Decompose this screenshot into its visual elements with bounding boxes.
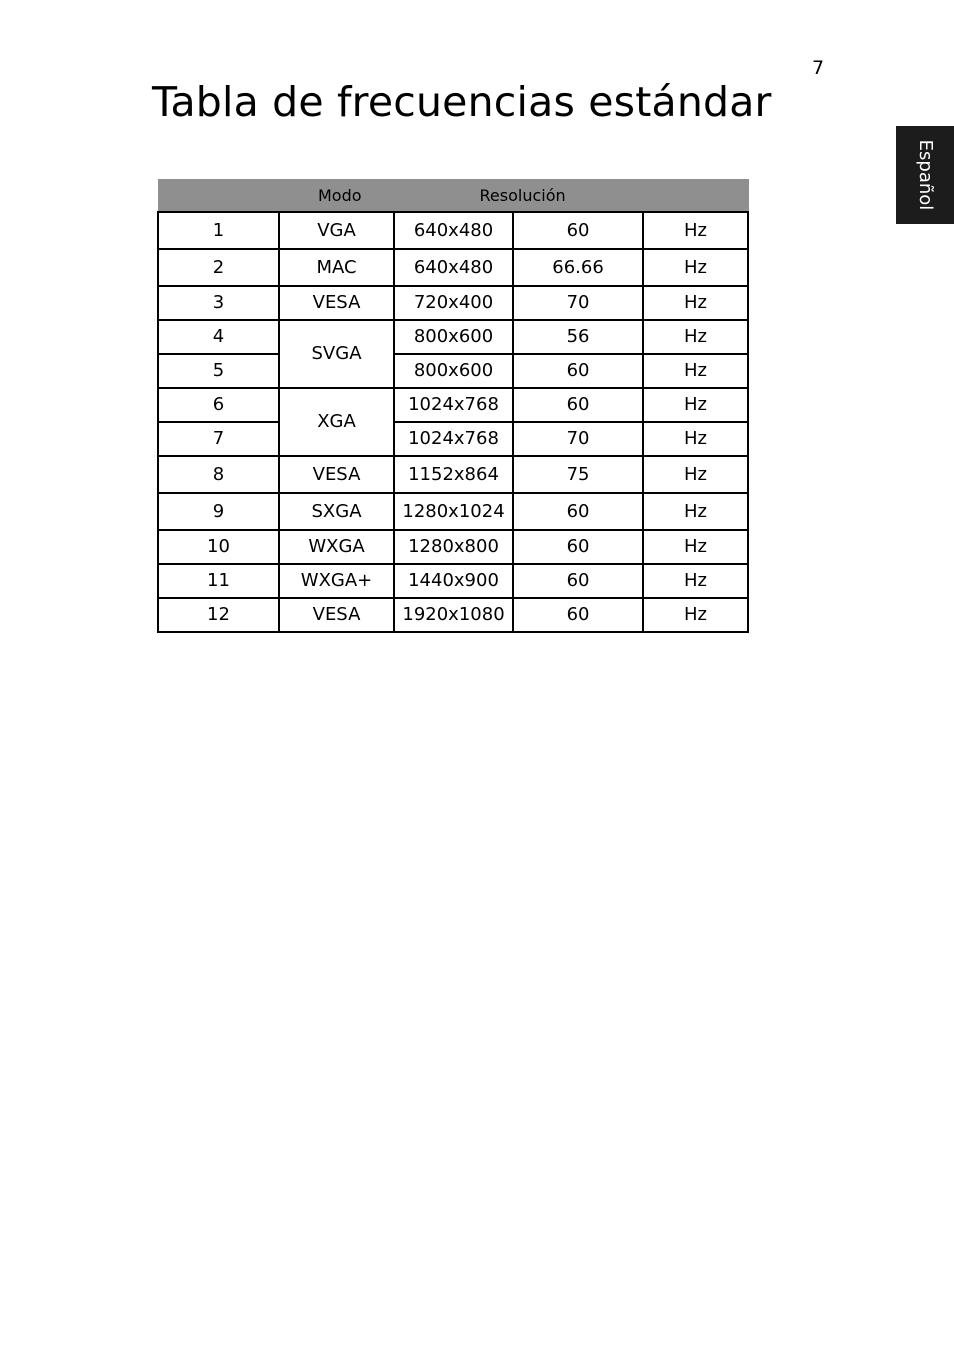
table-row [158, 456, 748, 493]
row-unit: Hz [643, 388, 748, 422]
row-number: 1 [158, 212, 279, 249]
page-title: Tabla de frecuencias estándar [152, 78, 772, 126]
table-row [158, 422, 748, 456]
row-unit: Hz [643, 286, 748, 320]
table-row [158, 598, 748, 632]
row-mode: VESA [279, 456, 394, 493]
row-resolution: 1024x768 [394, 422, 513, 456]
row-number: 2 [158, 249, 279, 286]
row-resolution: 1440x900 [394, 564, 513, 598]
language-tab-label: Español [915, 139, 936, 211]
row-number: 3 [158, 286, 279, 320]
row-frequency: 60 [513, 598, 643, 632]
row-mode: VESA [279, 286, 394, 320]
row-frequency: 56 [513, 320, 643, 354]
row-mode: MAC [279, 249, 394, 286]
row-unit: Hz [643, 493, 748, 530]
row-unit: Hz [643, 212, 748, 249]
row-number: 11 [158, 564, 279, 598]
row-mode: VGA [279, 212, 394, 249]
table-header-row [158, 180, 748, 213]
page-number: 7 [812, 57, 825, 79]
row-resolution: 1024x768 [394, 388, 513, 422]
row-number: 5 [158, 354, 279, 388]
row-frequency: 60 [513, 564, 643, 598]
row-resolution: 1152x864 [394, 456, 513, 493]
row-resolution: 1920x1080 [394, 598, 513, 632]
row-number: 6 [158, 388, 279, 422]
row-frequency: 70 [513, 422, 643, 456]
row-resolution: 640x480 [394, 212, 513, 249]
row-mode: SVGA [279, 320, 394, 388]
row-unit: Hz [643, 456, 748, 493]
row-resolution: 640x480 [394, 249, 513, 286]
table-row [158, 249, 748, 286]
row-mode: WXGA+ [279, 564, 394, 598]
table-row [158, 388, 748, 422]
header-resolution: Resolución [394, 180, 748, 213]
row-frequency: 60 [513, 212, 643, 249]
row-resolution: 1280x1024 [394, 493, 513, 530]
frequency-table [157, 179, 749, 633]
header-mode: Modo [158, 180, 394, 213]
row-unit: Hz [643, 354, 748, 388]
row-resolution: 800x600 [394, 354, 513, 388]
row-number: 9 [158, 493, 279, 530]
row-frequency: 60 [513, 530, 643, 564]
row-number: 8 [158, 456, 279, 493]
row-number: 12 [158, 598, 279, 632]
row-unit: Hz [643, 249, 748, 286]
row-frequency: 60 [513, 493, 643, 530]
row-mode: SXGA [279, 493, 394, 530]
table-row [158, 564, 748, 598]
row-unit: Hz [643, 564, 748, 598]
row-number: 4 [158, 320, 279, 354]
row-number: 7 [158, 422, 279, 456]
row-frequency: 66.66 [513, 249, 643, 286]
table-row [158, 320, 748, 354]
row-unit: Hz [643, 530, 748, 564]
row-resolution: 800x600 [394, 320, 513, 354]
row-unit: Hz [643, 320, 748, 354]
row-frequency: 60 [513, 388, 643, 422]
table-row [158, 493, 748, 530]
row-resolution: 720x400 [394, 286, 513, 320]
table-row [158, 354, 748, 388]
row-frequency: 75 [513, 456, 643, 493]
row-mode: WXGA [279, 530, 394, 564]
row-frequency: 70 [513, 286, 643, 320]
row-unit: Hz [643, 422, 748, 456]
row-mode: VESA [279, 598, 394, 632]
row-frequency: 60 [513, 354, 643, 388]
language-tab [896, 126, 954, 224]
table-row [158, 212, 748, 249]
row-resolution: 1280x800 [394, 530, 513, 564]
row-unit: Hz [643, 598, 748, 632]
row-mode: XGA [279, 388, 394, 456]
table-row [158, 286, 748, 320]
row-number: 10 [158, 530, 279, 564]
table-row [158, 530, 748, 564]
